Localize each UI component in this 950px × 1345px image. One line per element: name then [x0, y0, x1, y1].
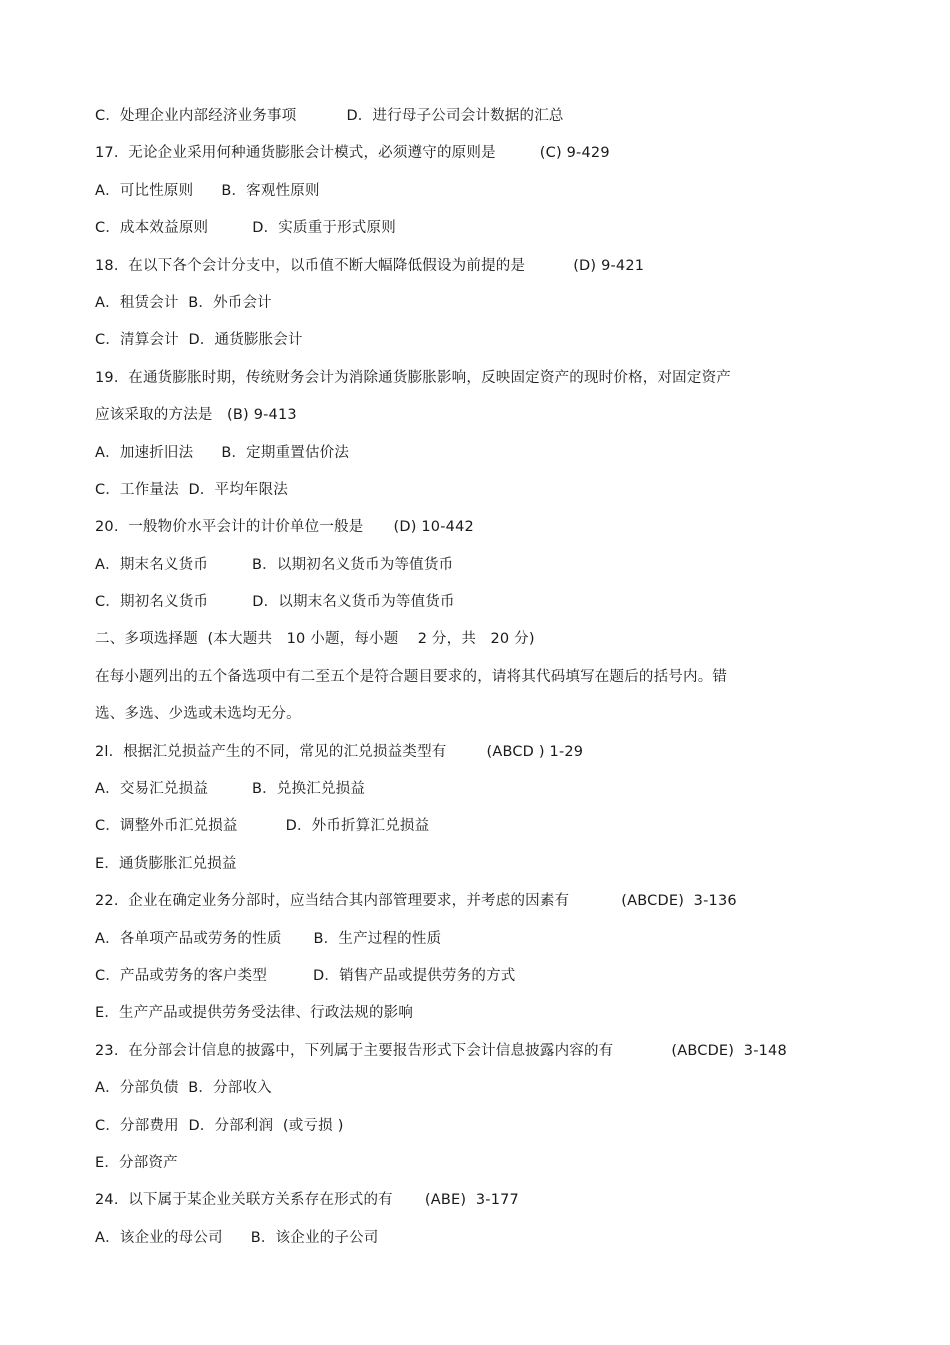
line-text: C．成本效益原则: [95, 220, 209, 237]
text-line: [95, 440, 895, 477]
text-line: [95, 888, 895, 925]
line-text: A．分部负债 B．分部收入: [95, 1080, 272, 1097]
line-text-secondary: B．以期初名义货币为等值货币: [252, 556, 454, 573]
text-line: [95, 1000, 895, 1037]
line-text: 20. 一般物价水平会计的计价单位一般是: [95, 519, 364, 536]
text-line: [95, 1038, 895, 1075]
line-text: 24. 以下属于某企业关联方关系存在形式的有: [95, 1192, 393, 1209]
text-line: [95, 290, 895, 327]
line-text-secondary: B．该企业的子公司: [250, 1229, 379, 1246]
line-text-secondary: B．定期重置估价法: [221, 444, 350, 461]
line-text-secondary: D．实质重于形式原则: [252, 220, 396, 237]
line-text: A．各单项产品或劳务的性质: [95, 930, 282, 947]
line-text-secondary: (D) 9-421: [573, 257, 645, 274]
line-text: A．该企业的母公司: [95, 1229, 223, 1246]
line-text: 19. 在通货膨胀时期，传统财务会计为消除通货膨胀影响，反映固定资产的现时价格，对固定资产: [95, 369, 731, 386]
line-text: C．工作量法 D．平均年限法: [95, 481, 289, 498]
line-text: C．调整外币汇兑损益: [95, 818, 238, 835]
line-text: A．可比性原则: [95, 182, 194, 199]
line-text-secondary: (ABE) 3-177: [424, 1192, 519, 1209]
line-text-secondary: (D) 10-442: [393, 519, 474, 536]
line-text-secondary: D．进行母子公司会计数据的汇总: [346, 108, 564, 124]
line-text-secondary: (C) 9-429: [539, 145, 610, 162]
line-text-secondary: (ABCD ) 1-29: [486, 743, 584, 760]
text-line: [95, 1225, 895, 1262]
line-text: 2l. 根据汇兑损益产生的不同，常见的汇兑损益类型有: [95, 743, 447, 760]
line-text: A．期末名义货币: [95, 556, 209, 573]
line-text: 17. 无论企业采用何种通货膨胀会计模式，必须遵守的原则是: [95, 145, 496, 162]
text-line: [95, 851, 895, 888]
text-line: [95, 1113, 895, 1150]
line-text-secondary: D．外币折算汇兑损益: [285, 818, 430, 835]
line-text: E．分部资产: [95, 1154, 178, 1171]
text-line: [95, 215, 895, 252]
line-text: 在每小题列出的五个备选项中有二至五个是符合题目要求的，请将其代码填写在题后的括号内。错: [95, 668, 728, 685]
line-text-secondary: B．兑换汇兑损益: [252, 781, 366, 798]
line-text: 18. 在以下各个会计分支中，以币值不断大幅降低假设为前提的是: [95, 257, 526, 274]
line-text: A．加速折旧法: [95, 444, 194, 461]
line-text-secondary: (ABCDE) 3-136: [621, 893, 737, 910]
text-line: [95, 1187, 895, 1224]
line-text: 23. 在分部会计信息的披露中，下列属于主要报告形式下会计信息披露内容的有: [95, 1042, 614, 1059]
text-line: [95, 664, 895, 701]
line-text: 二、多项选择题 (本大题共 10 小题，每小题 2 分，共 20 分): [95, 631, 535, 648]
line-text: 22. 企业在确定业务分部时，应当结合其内部管理要求，并考虑的因素有: [95, 893, 570, 910]
text-line: [95, 701, 895, 738]
line-text: A．租赁会计 B．外币会计: [95, 294, 272, 311]
text-line: [95, 776, 895, 813]
text-line: [95, 327, 895, 364]
text-line: [95, 589, 895, 626]
text-line: [95, 963, 895, 1000]
line-text: 应该采取的方法是 (B) 9-413: [95, 407, 297, 424]
text-line: [95, 626, 895, 663]
text-line: [95, 552, 895, 589]
line-text: E．生产产品或提供劳务受法律、行政法规的影响: [95, 1005, 414, 1022]
line-text: C．产品或劳务的客户类型: [95, 967, 268, 984]
text-line: [95, 514, 895, 551]
text-line: [95, 140, 895, 177]
line-text: C．处理企业内部经济业务事项: [95, 108, 297, 124]
text-line: [95, 365, 895, 402]
text-line: [95, 253, 895, 290]
line-text: C．清算会计 D．通货膨胀会计: [95, 332, 303, 349]
line-text-secondary: B．客观性原则: [221, 182, 320, 199]
line-text-secondary: (ABCDE) 3-148: [671, 1042, 787, 1059]
line-text: 选、多选、少选或未选均无分。: [95, 706, 301, 723]
text-line: [95, 1075, 895, 1112]
text-line: [95, 1150, 895, 1187]
text-line: [95, 739, 895, 776]
line-text-secondary: D．销售产品或提供劳务的方式: [313, 967, 516, 984]
text-line: [95, 178, 895, 215]
line-text-secondary: B．生产过程的性质: [313, 930, 442, 947]
line-text: E．通货膨胀汇兑损益: [95, 855, 237, 872]
text-line: [95, 103, 895, 140]
text-line: [95, 926, 895, 963]
text-line: [95, 477, 895, 514]
document-page: [95, 103, 895, 1262]
line-text: A．交易汇兑损益: [95, 781, 209, 798]
text-line: [95, 813, 895, 850]
text-line: [95, 402, 895, 439]
line-text: C．分部费用 D．分部利润 (或亏损 ): [95, 1117, 344, 1134]
line-text: C．期初名义货币: [95, 594, 209, 611]
line-text-secondary: D．以期末名义货币为等值货币: [252, 594, 455, 611]
